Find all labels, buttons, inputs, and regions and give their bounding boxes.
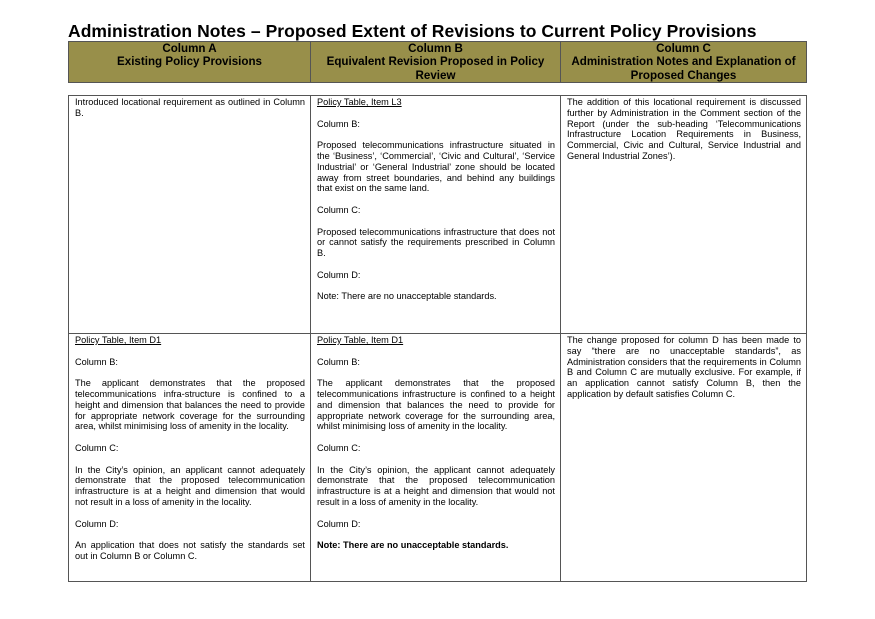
header-column-a bbox=[69, 42, 311, 83]
row1-column-c bbox=[561, 96, 807, 334]
row2-column-b bbox=[311, 334, 561, 582]
row2-a-column-c-label: Column C: bbox=[75, 442, 119, 453]
row1-policy-reference: Policy Table, Item L3 bbox=[317, 97, 402, 107]
row2-a-column-c-text: In the City’s opinion, an applicant cannot adequately demonstrate that the proposed telecommunication infrastructure is at a height and dimension that would not result in a loss of amenity in the locality. bbox=[75, 464, 305, 507]
row1-column-b-text: Proposed telecommunications infrastructure situated in the ‘Business’, ‘Commercial’, ‘Civic and Cultural’, ‘Service Industrial’ or ‘General Industrial’ zone should be located away from street boundaries, and behind any buildings that exist on the same land. bbox=[317, 140, 555, 194]
document-title: Administration Notes – Proposed Extent of Revisions to Current Policy Provisions bbox=[68, 21, 757, 41]
row2-column-a bbox=[69, 334, 311, 582]
row2-b-policy-reference: Policy Table, Item D1 bbox=[317, 335, 404, 345]
row2-b-column-d-label: Column D: bbox=[317, 518, 361, 529]
row1-column-c-note: The addition of this locational requirement is discussed further by Administration in the Comment section of the Report (under the sub-heading ‘Telecommunications Infrastructure Location Requirements in Business, Commercial, Civic and Cultural, Service Industrial and General Industrial Zones’). bbox=[567, 97, 801, 161]
row2-a-column-b-label: Column B: bbox=[75, 356, 118, 367]
row2-b-column-c-text: In the City’s opinion, the applicant cannot adequately demonstrate that the proposed telecommunication infrastructure is at a height and dimension that would not result in a loss of amenity in the locality. bbox=[317, 464, 555, 507]
body-table bbox=[68, 95, 807, 582]
header-column-c-label: Column C bbox=[656, 42, 711, 55]
row2-a-column-d-text: An application that does not satisfy the standards set out in Column B or Column C. bbox=[75, 540, 305, 561]
row2-column-c-note: The change proposed for column D has been made to say “there are no unacceptable standards”, as Administration considers that the requirements in Column B and Column C are mutually exclusive. For example, if an application cannot satisfy Column B, then the application by default satisfies Column C. bbox=[567, 335, 801, 399]
header-table bbox=[68, 41, 807, 83]
table-row bbox=[69, 96, 807, 334]
row2-b-column-d-text: Note: There are no unacceptable standards. bbox=[317, 540, 509, 551]
header-column-b bbox=[311, 42, 561, 83]
row1-column-d-label: Column D: bbox=[317, 269, 361, 280]
header-column-c-title: Administration Notes and Explanation of Proposed Changes bbox=[571, 55, 796, 82]
header-column-a-title: Existing Policy Provisions bbox=[117, 55, 262, 69]
row2-a-policy-reference: Policy Table, Item D1 bbox=[75, 335, 162, 345]
header-column-b-title: Equivalent Revision Proposed in Policy Review bbox=[326, 55, 545, 82]
row1-column-a-text: Introduced locational requirement as outlined in Column B. bbox=[75, 97, 305, 118]
row2-a-column-d-label: Column D: bbox=[75, 518, 119, 529]
row2-b-column-b-text: The applicant demonstrates that the proposed telecommunications infrastructure is confined to a height and dimension that balances the need to provide for appropriate network coverage for the surrounding area, whilst minimising loss of amenity in the locality. bbox=[317, 378, 555, 432]
row1-column-d-text: Note: There are no unacceptable standards. bbox=[317, 291, 497, 302]
table-row bbox=[69, 334, 807, 582]
row1-column-b-label: Column B: bbox=[317, 118, 360, 129]
row1-column-c-text: Proposed telecommunications infrastructure that does not or cannot satisfy the requirements prescribed in Column B. bbox=[317, 226, 555, 259]
header-column-c bbox=[561, 42, 807, 83]
row1-column-b bbox=[311, 96, 561, 334]
row2-b-column-c-label: Column C: bbox=[317, 442, 361, 453]
row2-column-c bbox=[561, 334, 807, 582]
row1-column-c-label: Column C: bbox=[317, 204, 361, 215]
row2-a-column-b-text: The applicant demonstrates that the proposed telecommunications infra-structure is confined to a height and dimension that balances the need to provide for appropriate network coverage for the surrounding area, whilst minimising loss of amenity in the locality. bbox=[75, 378, 305, 432]
header-column-a-label: Column A bbox=[162, 42, 217, 55]
header-column-b-label: Column B bbox=[408, 42, 463, 55]
row1-column-a bbox=[69, 96, 311, 334]
row2-b-column-b-label: Column B: bbox=[317, 356, 360, 367]
